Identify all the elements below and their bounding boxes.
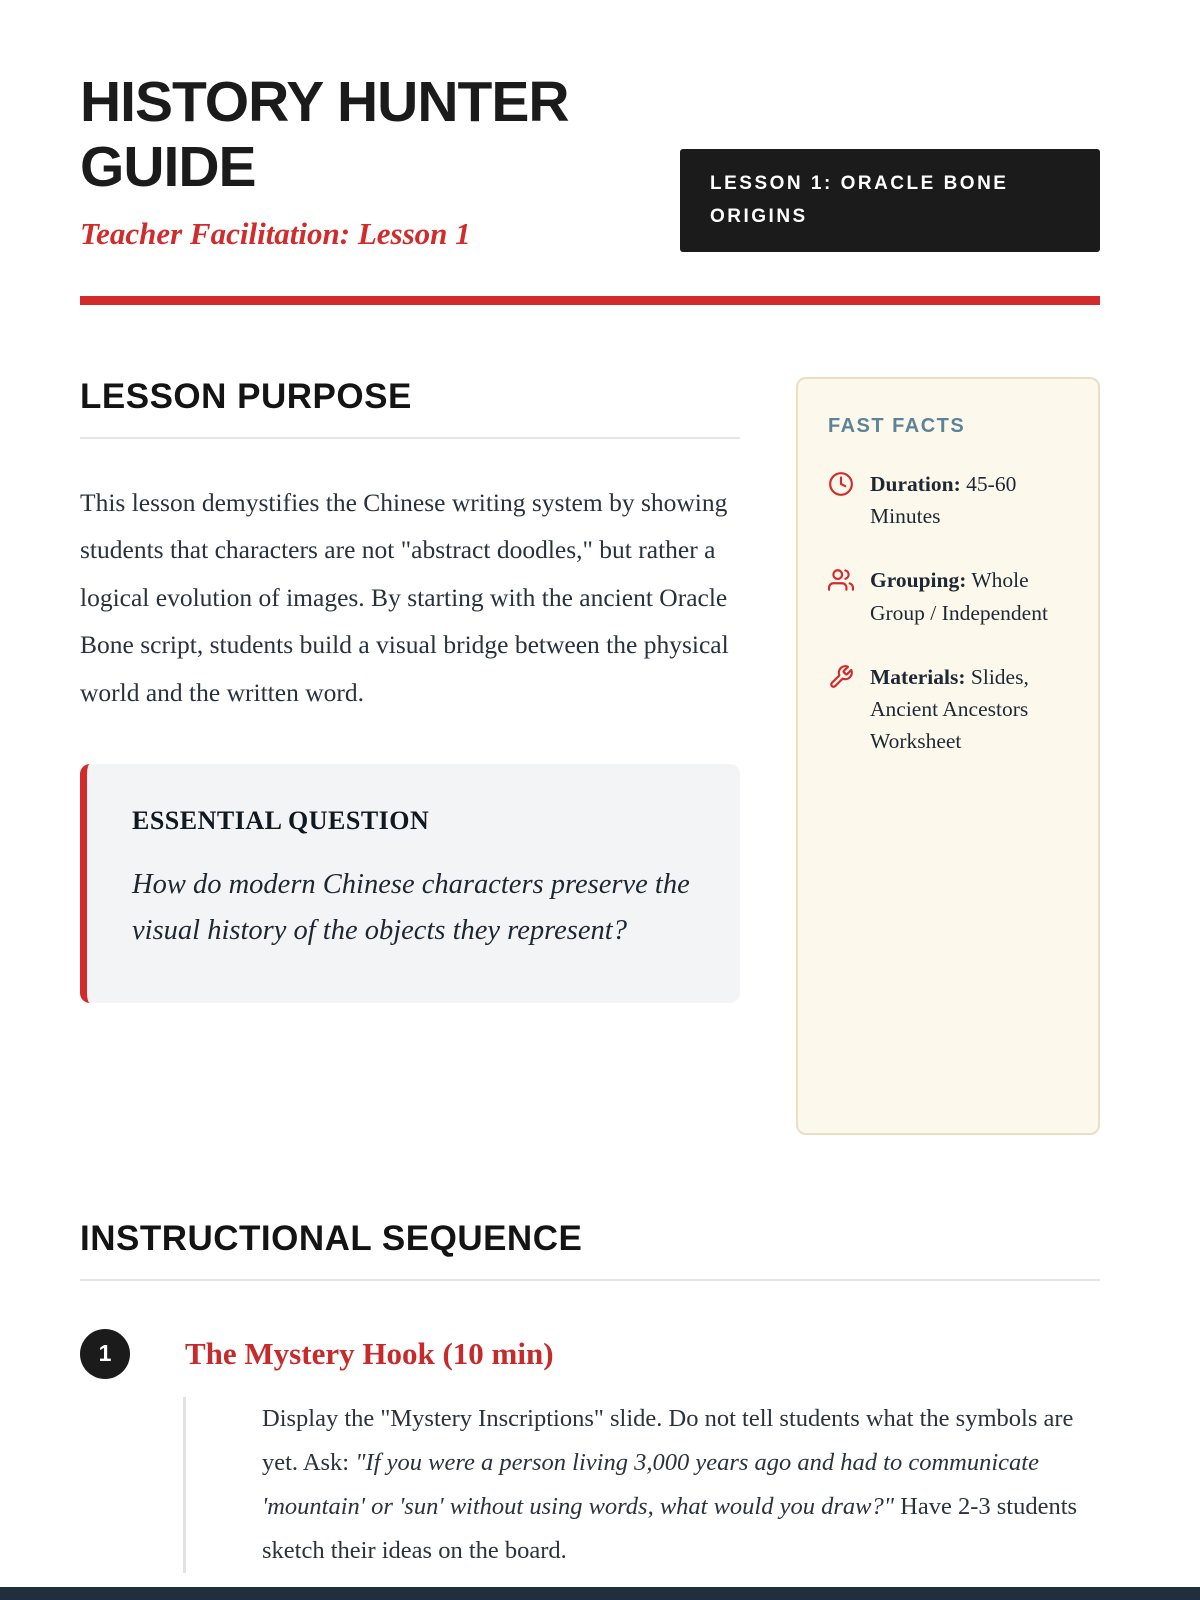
clock-icon — [828, 471, 854, 497]
step-title: The Mystery Hook (10 min) — [185, 1335, 554, 1371]
step-body — [183, 1397, 1100, 1573]
fast-fact-value: 45-60 Minutes — [870, 471, 1017, 529]
fast-fact-label: Duration: — [870, 471, 961, 496]
lesson-badge: LESSON 1: ORACLE BONE ORIGINS — [680, 149, 1100, 252]
fast-fact-label: Grouping: — [870, 568, 967, 593]
bottom-bar — [0, 1587, 1200, 1600]
step-1 — [80, 1329, 1100, 1573]
lesson-purpose-body: This lesson demystifies the Chinese writing system by showing students that characters are not "abstract doodles," but rather a logical evolution of images. By starting with the ancient Oracle Bone script, students build a visual bridge between the physical world and the written word. — [80, 487, 729, 707]
step-1-header — [80, 1329, 1100, 1379]
people-icon — [828, 567, 854, 593]
essential-question-heading: ESSENTIAL QUESTION — [132, 806, 430, 836]
page-header — [80, 70, 1100, 305]
fast-fact-text — [870, 468, 1068, 533]
essential-question-text: How do modern Chinese characters preserve the visual history of the objects they represent? — [132, 869, 690, 946]
instructional-sequence-section — [80, 1219, 1100, 1573]
main-content — [80, 377, 1100, 1135]
section-divider — [80, 437, 740, 439]
page-subtitle: Teacher Facilitation: Lesson 1 — [80, 215, 471, 251]
page-title: HISTORY HUNTER GUIDE — [80, 70, 569, 199]
header-divider — [80, 296, 1100, 305]
fast-fact-label: Materials: — [870, 664, 966, 689]
fast-fact-value: Whole Group / Independent — [870, 568, 1048, 625]
fast-fact-duration — [828, 468, 1068, 533]
step-body-text: Display the "Mystery Inscriptions" slide. Do not tell students what the symbols are yet. Ask: — [262, 1404, 1074, 1477]
fast-fact-text — [870, 661, 1068, 758]
essential-question-box — [80, 764, 740, 1003]
lesson-purpose-section — [80, 377, 740, 1003]
instructional-sequence-heading: INSTRUCTIONAL SEQUENCE — [80, 1218, 583, 1258]
fast-fact-value: Slides, Ancient Ancestors Worksheet — [870, 664, 1029, 754]
title-block — [80, 70, 680, 252]
fast-fact-materials — [828, 661, 1068, 758]
step-number-badge: 1 — [80, 1329, 130, 1379]
lesson-purpose-heading: LESSON PURPOSE — [80, 376, 412, 416]
step-body-quote: "If you were a person living 3,000 years ago and had to communicate 'mountain' or 'sun' without using words, what would you draw?" — [262, 1449, 1039, 1521]
fast-facts-card — [796, 377, 1100, 1135]
wrench-icon — [828, 664, 854, 690]
fast-fact-text — [870, 564, 1068, 629]
fast-fact-grouping — [828, 564, 1068, 629]
section-divider — [80, 1279, 1100, 1281]
fast-facts-heading: FAST FACTS — [828, 414, 966, 437]
step-body-text: Have 2-3 students sketch their ideas on the board. — [262, 1493, 1078, 1565]
fast-facts-list — [828, 468, 1068, 758]
